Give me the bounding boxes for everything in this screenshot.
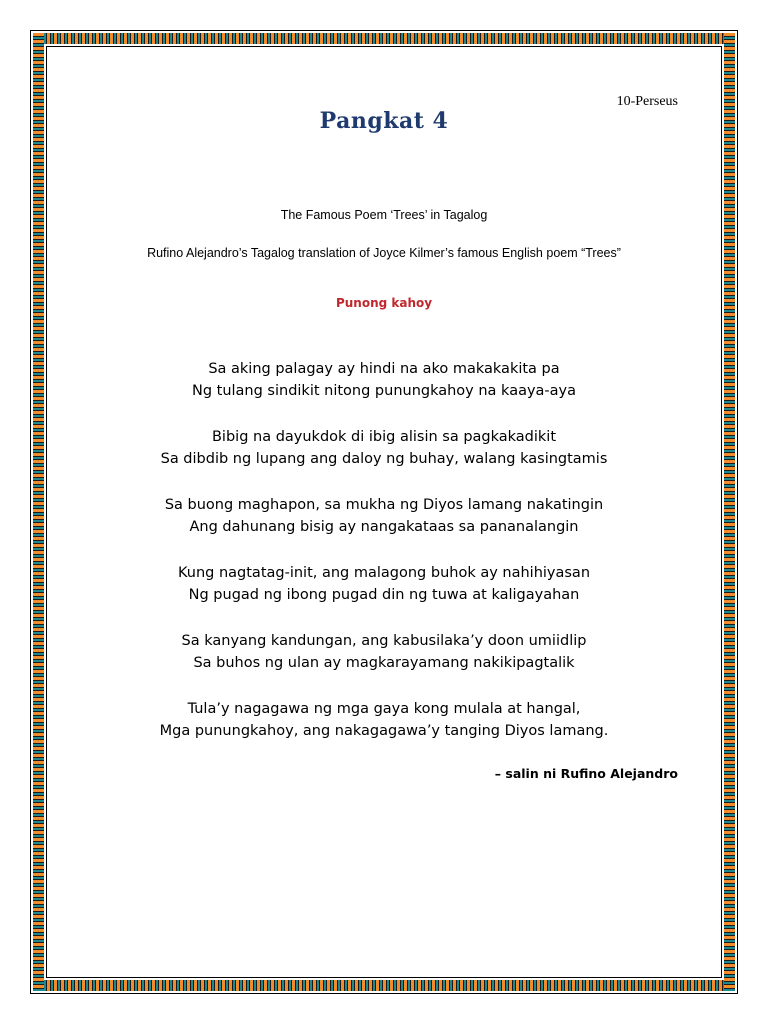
poem-body [0, 358, 768, 766]
poem-line: Kung nagtatag-init, ang malagong buhok ay nahihiyasan [177, 565, 591, 581]
poem-line: Ng pugad ng ibong pugad din ng tuwa at kaligayahan [188, 587, 580, 603]
poem-line: Sa buong maghapon, sa mukha ng Diyos lamang nakatingin [164, 497, 604, 513]
page-title: Pangkat 4 [319, 108, 449, 134]
poem-stanza [0, 698, 768, 742]
poem-line: Sa aking palagay ay hindi na ako makakakita pa [208, 361, 560, 377]
poem-line: Bibig na dayukdok di ibig alisin sa pagkakadikit [211, 429, 557, 445]
poem-line: Sa kanyang kandungan, ang kabusilaka’y doon umiidlip [181, 633, 587, 649]
poem-line: Tula’y nagagawa ng mga gaya kong mulala at hangal, [187, 701, 581, 717]
poem-line: Ng tulang sindikit nitong punungkahoy na kaaya-aya [191, 383, 577, 399]
poem-line: Sa buhos ng ulan ay magkarayamang nakikipagtalik [193, 655, 575, 671]
decorative-border-top [33, 33, 735, 44]
poem-stanza [0, 426, 768, 470]
poem-stanza [0, 358, 768, 402]
document-byline: Rufino Alejandro’s Tagalog translation of Joyce Kilmer’s famous English poem “Trees” [147, 246, 621, 260]
poem-line: Sa dibdib ng lupang ang daloy ng buhay, walang kasingtamis [160, 451, 608, 467]
poem-title: Punong kahoy [335, 296, 433, 310]
document-subtitle: The Famous Poem ‘Trees’ in Tagalog [280, 208, 488, 222]
section-label: 10-Perseus [616, 94, 678, 109]
poem-stanza [0, 562, 768, 606]
poem-line: Ang dahunang bisig ay nangakataas sa pananalangin [189, 519, 579, 535]
decorative-border-bottom [33, 980, 735, 991]
poem-stanza [0, 494, 768, 538]
translator-credit: – salin ni Rufino Alejandro [494, 766, 678, 781]
poem-stanza [0, 630, 768, 674]
poem-line: Mga punungkahoy, ang nakagagawa’y tanging Diyos lamang. [159, 723, 609, 739]
